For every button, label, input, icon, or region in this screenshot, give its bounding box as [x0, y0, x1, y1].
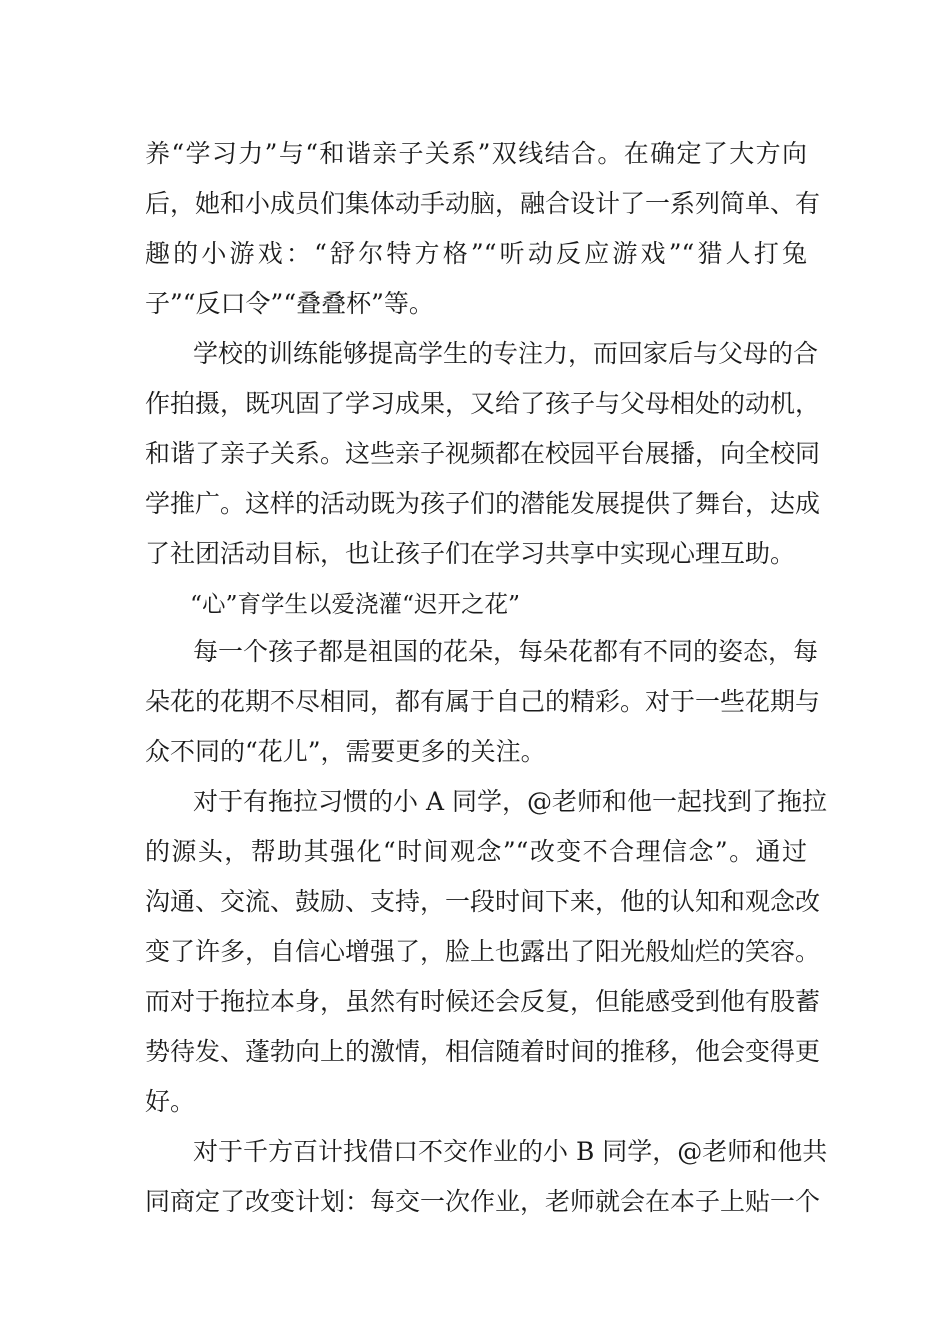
paragraph-2-line-5: 了社团活动目标，也让孩子们在学习共享中实现心理互助。 — [145, 539, 796, 568]
paragraph-4-line-5: 而对于拖拉本身，虽然有时候还会反复，但能感受到他有股蓄 — [145, 987, 821, 1016]
paragraph-4-line-1: 对于有拖拉习惯的小 A 同学，@老师和他一起找到了拖拉 — [193, 787, 827, 816]
paragraph-3-line-2: 朵花的花期不尽相同，都有属于自己的精彩。对于一些花期与 — [145, 687, 821, 716]
paragraph-2-line-4: 学推广。这样的活动既为孩子们的潜能发展提供了舞台，达成 — [145, 489, 821, 518]
paragraph-5-line-1: 对于千方百计找借口不交作业的小 B 同学，@老师和他共 — [193, 1137, 828, 1166]
paragraph-4-line-7: 好。 — [145, 1087, 196, 1116]
paragraph-1-line-1: 养“学习力”与“和谐亲子关系”双线结合。在确定了大方向 — [145, 139, 807, 168]
paragraph-3-line-3: 众不同的“花儿”，需要更多的关注。 — [145, 737, 546, 766]
paragraph-1-line-3: 趣的小游戏：“舒尔特方格”“听动反应游戏”“猎人打兔 — [145, 239, 807, 268]
paragraph-2-line-3: 和谐了亲子关系。这些亲子视频都在校园平台展播，向全校同 — [145, 439, 821, 468]
paragraph-4-line-2: 的源头，帮助其强化“时间观念”“改变不合理信念”。通过 — [145, 837, 807, 866]
paragraph-1-line-4: 子”“反口令”“叠叠杯”等。 — [145, 289, 434, 318]
paragraph-2-line-2: 作拍摄，既巩固了学习成果，又给了孩子与父母相处的动机， — [145, 389, 821, 418]
section-heading: “心”育学生以爱浇灌“迟开之花” — [190, 590, 521, 618]
paragraph-3-line-1: 每一个孩子都是祖国的花朵，每朵花都有不同的姿态，每 — [193, 637, 819, 666]
paragraph-5-line-2: 同商定了改变计划：每交一次作业，老师就会在本子上贴一个 — [145, 1187, 821, 1216]
paragraph-4-line-3: 沟通、交流、鼓励、支持，一段时间下来，他的认知和观念改 — [145, 887, 821, 916]
paragraph-2-line-1: 学校的训练能够提高学生的专注力，而回家后与父母的合 — [193, 339, 819, 368]
paragraph-4-line-4: 变了许多，自信心增强了，脸上也露出了阳光般灿烂的笑容。 — [145, 937, 821, 966]
paragraph-4-line-6: 势待发、蓬勃向上的激情，相信随着时间的推移，他会变得更 — [145, 1037, 821, 1066]
paragraph-1-line-2: 后，她和小成员们集体动手动脑，融合设计了一系列简单、有 — [145, 189, 821, 218]
